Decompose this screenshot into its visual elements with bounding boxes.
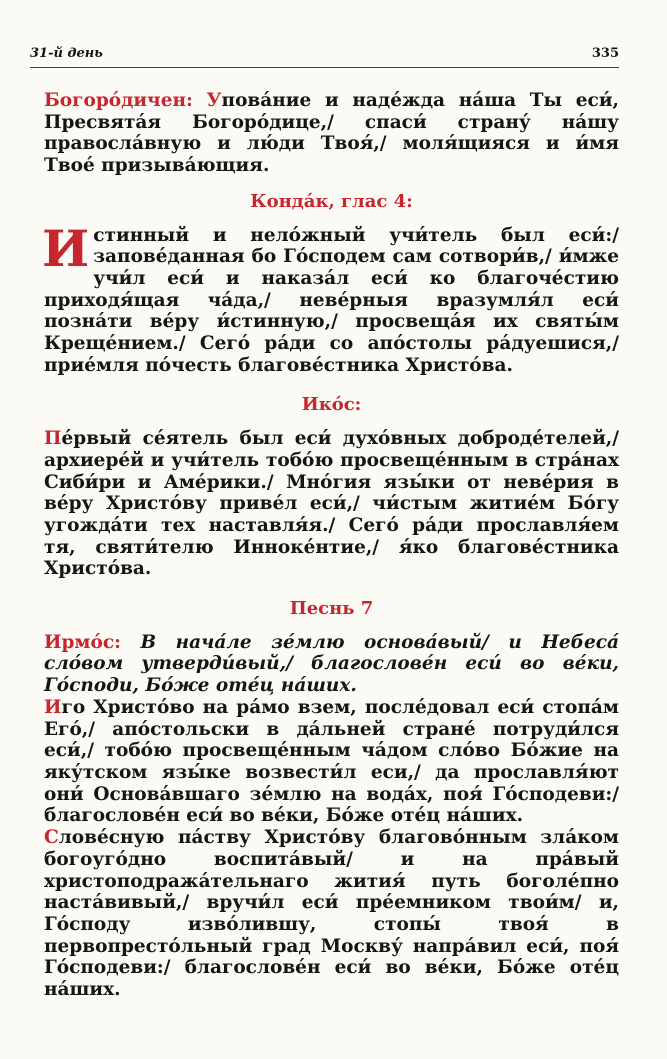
theotokion-label: Богоро́дичен: [44,90,193,111]
ode-heading: Песнь 7 [289,598,374,620]
ikos-initial: П [44,428,62,450]
theotokion-initial: У [206,90,222,111]
irmos-paragraph [44,632,619,697]
ikos-paragraph [44,428,619,580]
theotokion-text: пова́ние и наде́жда на́ша Ты еси́, Пресвята́я Богоро́дице,/ спаси́ страну́ на́шу правосла́вную и лю́ди Твоя́,/ моля́щияся и и́мя Твое́ призыва́ющия. [44,90,619,177]
text-body [44,90,619,1001]
ikos-heading: Ико́с: [301,394,362,416]
troparion-initial: И [44,696,62,718]
irmos-text: В нача́ле зе́млю основа́вый/ и Небеса́ сло́вом утверди́вый,/ благослове́н еси́ во ве́ки, Го́споди, Бо́же оте́ц на́ших. [44,631,619,697]
kontakion-heading: Конда́к, глас 4: [250,190,413,212]
irmos-label: Ирмо́с: [44,631,121,653]
day-title: 31-й день [30,46,103,61]
kontakion-drop-cap: И [42,218,90,278]
troparion-paragraph [44,827,619,1001]
running-header [30,46,619,68]
ikos-text: е́рвый се́ятель был еси́ духо́вных доброде́телей,/ архиере́й и учи́тель тобо́ю просвеще́нным в стра́нах Сиби́ри и Аме́рики./ Мно́гия язы́ки от неве́рия в ве́ру Христо́ву приве́л еси́,/ чи́стым житие́м Бо́гу угожда́ти тех наставля́я./ Сего́ ра́ди прославля́ем тя, святи́телю Инноке́нтие,/ я́ко благове́стника Христо́ва. [44,428,619,580]
kontakion-text: стинный и нело́жный учи́тель был еси́:/ запове́данная бо Го́сподем сам сотвори́в,/ и́мже учи́л еси́ и наказа́л еси́ ко благоче́стию приходя́щая ча́да,/ неве́рныя вразумля́л еси́ позна́ти ве́ру и́стинную,/ просвеща́я их святы́м Креще́нием./ Сего́ ра́ди со апо́столы ра́дуешися,/ прие́мля по́честь благове́стника Христо́ва. [44,224,619,376]
theotokion-paragraph [44,90,619,177]
kontakion-paragraph [42,218,619,377]
troparion-initial: С [44,827,59,849]
troparion-text: лове́сную па́ству Христо́ву благово́нным зла́ком богоуго́дно воспита́вый/ и на пра́вый христоподража́тельнаго жития́ путь боголе́пно наста́вивый,/ вручи́л еси́ пре́емником твои́м/ и, Го́споду изво́лившу, стопы́ твоя́ в первопресто́льный град Москву́ напра́вил еси́, поя́ Го́сподеви:/ благослове́н еси́ во ве́ки, Бо́же оте́ц на́ших. [44,827,619,1001]
troparion-text: го Христо́во на ра́мо взем, после́довал еси́ стопа́м Его́,/ апо́стольски в да́льней стране́ потруди́лся еси́,/ тобо́ю просвеще́нным ча́дом сло́во Бо́жие на яку́тском язы́ке возвести́л еси,/ да прославля́ют они́ Основа́вшаго зе́млю на вода́х, поя́ Го́сподеви:/ благослове́н еси́ во ве́ки, Бо́же оте́ц на́ших. [44,696,619,827]
troparion-paragraph [44,697,619,827]
page-number: 335 [591,46,619,61]
